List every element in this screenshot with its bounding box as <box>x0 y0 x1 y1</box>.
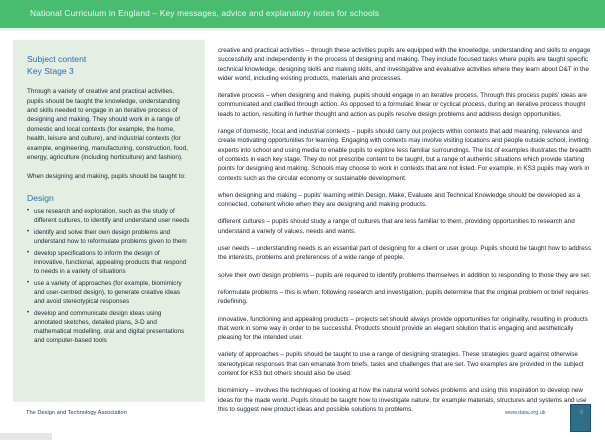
list-item: • identify and solve their own design problems and understand how to reformulate problems given to them <box>27 228 191 246</box>
body-paragraph: reformulate problems – this is when, following research and investigation, pupils determine that the original problem or brief requires redefining. <box>218 288 589 306</box>
footer-organisation-name: The Design and Technology Association <box>26 410 127 416</box>
sidebar-heading-subject-content: Subject content <box>27 54 87 64</box>
page-number-badge <box>570 404 591 432</box>
body-paragraph: solve their own design problems – pupils are required to identify problems themselves in addition to responding to those they are set. <box>218 271 591 279</box>
body-paragraph: when designing and making – pupils' learning within Design, Make, Evaluate and Technical Knowledge should be developed as a connected, coherent whole when they are designing and making products. <box>218 191 581 209</box>
body-paragraph: different cultures – pupils should study a range of cultures that are less familiar to them, providing opportunities to research and understand a variety of values, needs and wants. <box>218 218 575 235</box>
body-paragraph: iterative process – when designing and making, pupils should engage in an iterative process. Through this process pupils' ideas are communicated and clarified through action. As opposed to a formulaic linear or cyclical process, during an iterative process thought leads to action, resulting in further thought and action as pupils resolve design problems and address design opportunities. <box>218 92 587 118</box>
body-paragraph: biomimicry – involves the techniques of looking at how the natural world solves problems and using this inspiration to develop new ideas for the made world. Pupils should be taught how to investigate nature, for example materials, structures and systems and use this to suggest new product ideas and possible solutions to problems. <box>218 387 587 413</box>
body-paragraph: variety of approaches – pupils should be taught to use a range of designing strategies. These strategies guard against otherwise stereotypical responses that can emanate from briefs, tasks and challenges that are set. Two examples are provided in the subject content for KS3 but others should also be used. <box>218 351 584 378</box>
list-item: • develop and communicate design ideas using annotated sketches, detailed plans, 3-D and mathematical modelling, oral and digital presentations and computer-based tools <box>27 309 191 345</box>
body-paragraph: range of domestic, local and industrial contexts – pupils should carry out projects within contexts that add meaning, relevance and create motivating opportunities for learning. Engaging with contexts may involve visiting locations and people outside school, inviting experts into school and using media to enable pupils to explore less familiar surroundings. The list of examples illustrates the breadth of contexts in each key stage. They do not prescribe content to be taught, but a range of authentic situations which provide starting points for designing and making. Schools may choose to work in contexts that are not listed. For example, in KS3 pupils may work in contexts such as the circular economy or sustainable development. <box>218 128 591 182</box>
sidebar-design-bullet-list <box>27 207 191 345</box>
list-item: • use a variety of approaches (for example, biomimicry and user-centred design), to generate creative ideas and avoid stereotypical responses <box>27 279 191 306</box>
page-header-title: National Curriculum in England – Key messages, advice and explanatory notes for schools <box>30 8 380 18</box>
sidebar-lead-in-text: When designing and making, pupils should be taught to: <box>27 173 186 181</box>
body-paragraph: user needs – understanding needs is an essential part of designing for a client or user group. Pupils should be taught how to address the interests, problems and preferences of a wide range of people. <box>218 245 592 262</box>
page-header-band <box>0 0 605 28</box>
list-item: • develop specifications to inform the design of innovative, functional, appealing products that respond to needs in a variety of situations <box>27 249 191 276</box>
sidebar-design-section <box>27 193 191 346</box>
sidebar-heading-key-stage: Key Stage 3 <box>27 65 74 76</box>
sidebar-panel <box>13 40 205 402</box>
footer-website-link[interactable]: www.data.org.uk <box>505 410 546 416</box>
header-underline <box>0 28 605 31</box>
body-paragraph: innovative, functioning and appealing products – projects set should always provide opportunities for originality, resulting in products that work in some way in order to be successful. Products should provide an elegant solution that is engaging and aesthetically pleasing for the intended user. <box>218 315 588 342</box>
bottom-edge-strip <box>0 433 52 440</box>
sidebar-intro-paragraph: Through a variety of creative and practical activities, pupils should be taught the knowledge, understanding and skills needed to engage in an iterative process of designing and making. They should work in a range of domestic and local contexts (for example, the home, health, leisure and culture), and industrial contexts (for example, engineering, manufacturing, construction, food, energy, agriculture (including horticulture) and fashion). <box>27 88 188 162</box>
list-item: • use research and exploration, such as the study of different cultures, to identify and understand user needs <box>27 207 191 225</box>
sidebar-section-title-design: Design <box>27 192 54 203</box>
body-paragraph: creative and practical activities – through these activities pupils are equipped with the knowledge, understanding and skills to engage successfully and independently in the process of designing and making. They include focused tasks where pupils are taught specific technical knowledge, designing skills and making skills, and investigative and evaluative activities where they learn about D&T in the wider world, including existing products, materials and processes. <box>218 47 591 82</box>
main-content-column <box>218 46 595 414</box>
page-number-text: 9 <box>579 410 584 416</box>
